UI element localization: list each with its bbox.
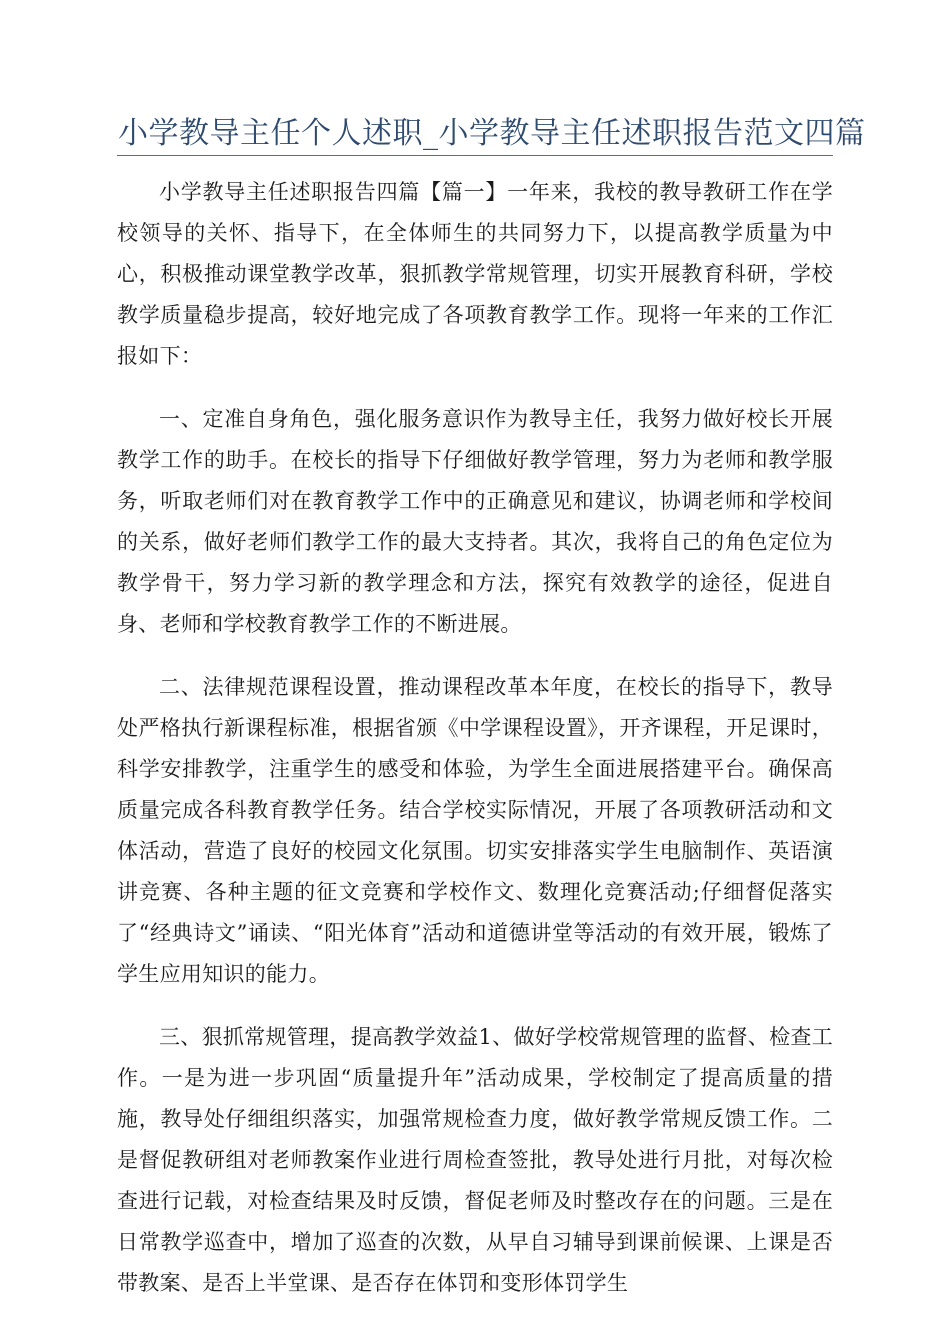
document-body: [117, 172, 833, 1326]
paragraph-4: 三、狠抓常规管理，提高教学效益1、做好学校常规管理的监督、检查工作。一是为进一步巩固“质量提升年”活动成果，学校制定了提高质量的措施，教导处仔细组织落实，加强常规检查力度，做好教学常规反馈工作。二是督促教研组对老师教案作业进行周检查签批，教导处进行月批，对每次检查进行记载，对检查结果及时反馈，督促老师及时整改存在的问题。三是在日常教学巡查中，增加了巡查的次数，从早自习辅导到课前候课、上课是否带教案、是否上半堂课、是否存在体罚和变形体罚学生: [117, 1025, 833, 1295]
title-underline: [117, 155, 833, 156]
paragraph-1: 小学教导主任述职报告四篇【篇一】一年来，我校的教导教研工作在学校领导的关怀、指导下，在全体师生的共同努力下，以提高教学质量为中心，积极推动课堂教学改革，狠抓教学常规管理，切实开展教育科研，学校教学质量稳步提高，较好地完成了各项教育教学工作。现将一年来的工作汇报如下：: [117, 180, 833, 368]
document-title: 小学教导主任个人述职_小学教导主任述职报告范文四篇: [118, 116, 866, 151]
paragraph-3: 二、法律规范课程设置，推动课程改革本年度，在校长的指导下，教导处严格执行新课程标准，根据省颁《中学课程设置》，开齐课程，开足课时，科学安排教学，注重学生的感受和体验，为学生全面进展搭建平台。确保高质量完成各科教育教学任务。结合学校实际情况，开展了各项教研活动和文体活动，营造了良好的校园文化氛围。切实安排落实学生电脑制作、英语演讲竞赛、各种主题的征文竞赛和学校作文、数理化竞赛活动;仔细督促落实了“经典诗文”诵读、“阳光体育”活动和道德讲堂等活动的有效开展，锻炼了学生应用知识的能力。: [117, 675, 833, 986]
paragraph-2: 一、定准自身角色，强化服务意识作为教导主任，我努力做好校长开展教学工作的助手。在校长的指导下仔细做好教学管理，努力为老师和教学服务，听取老师们对在教育教学工作中的正确意见和建议，协调老师和学校间的关系，做好老师们教学工作的最大支持者。其次，我将自己的角色定位为教学骨干，努力学习新的教学理念和方法，探究有效教学的途径，促进自身、老师和学校教育教学工作的不断进展。: [117, 407, 833, 636]
